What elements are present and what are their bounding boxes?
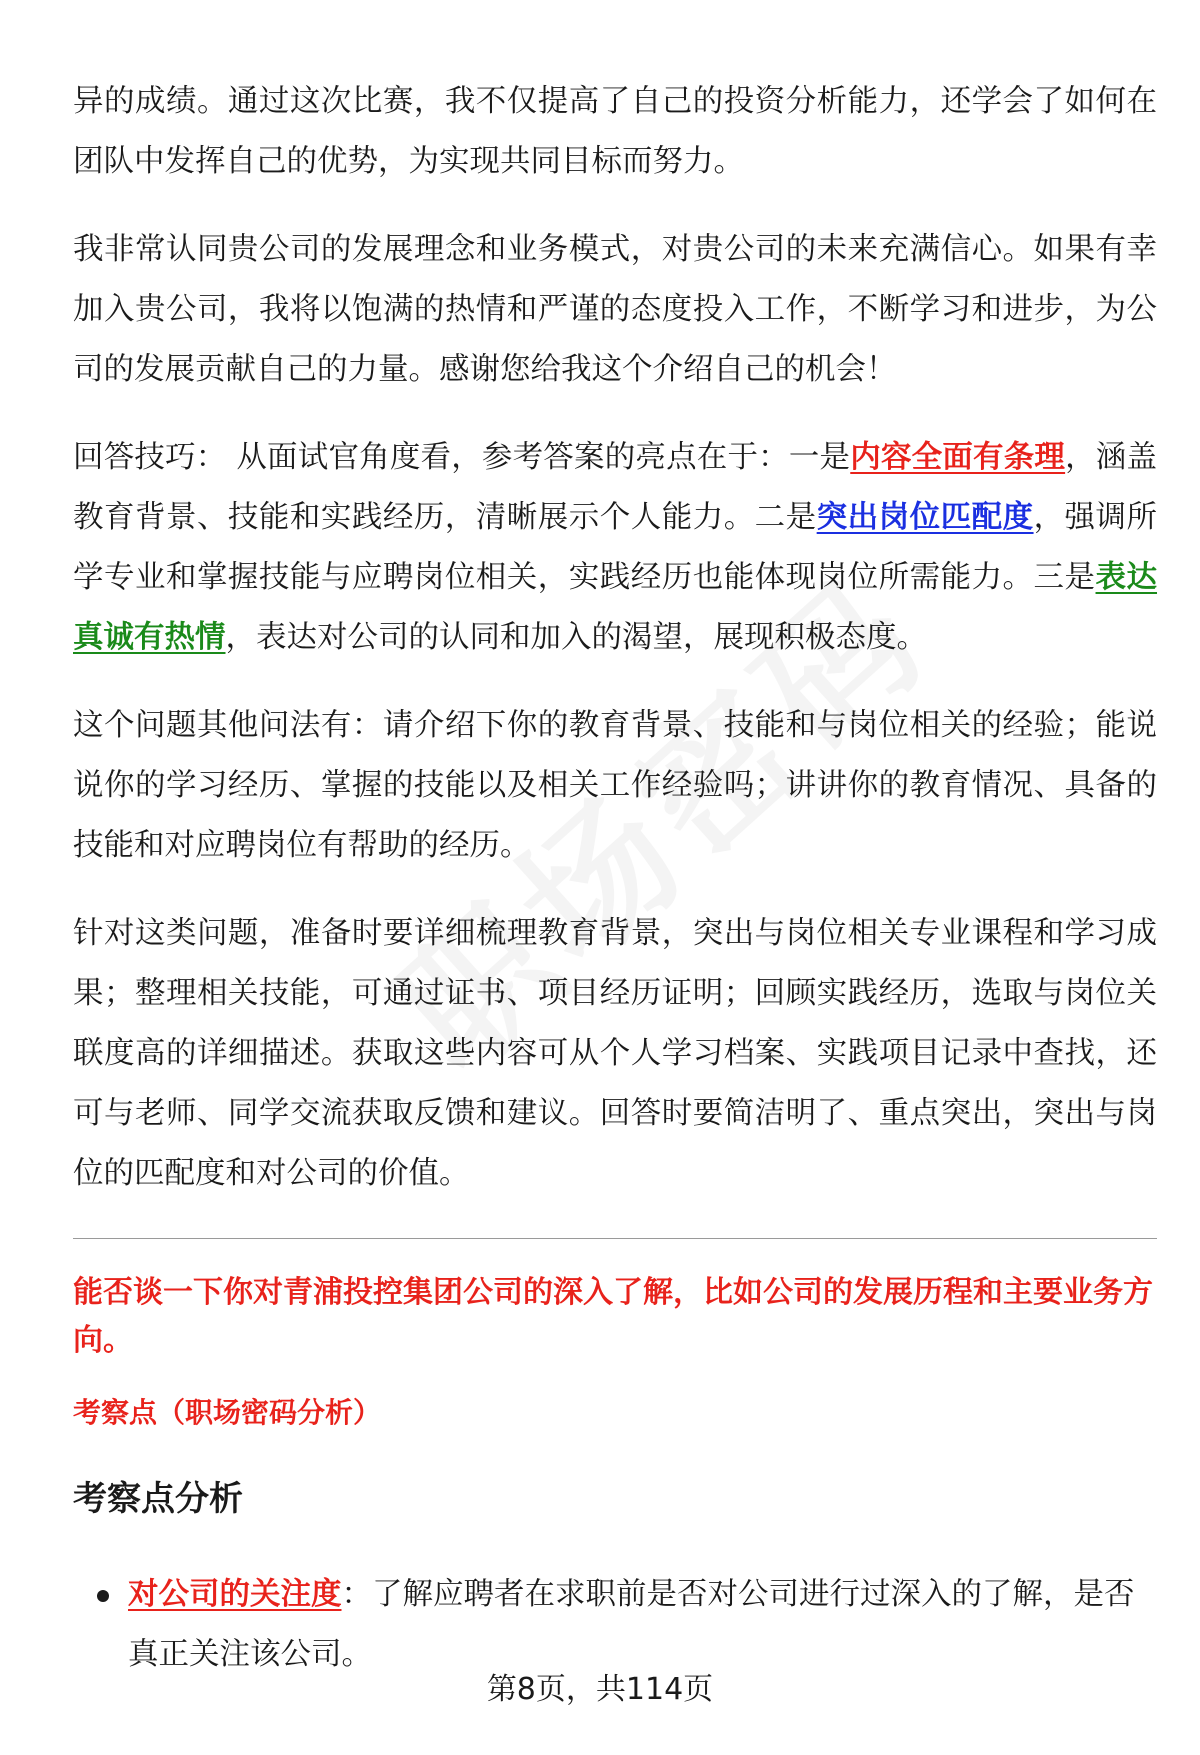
paragraph-alternative-questions: 这个问题其他问法有：请介绍下你的教育背景、技能和与岗位相关的经验；能说说你的学习经历、掌握的技能以及相关工作经验吗；讲讲你的教育情况、具备的技能和对应聘岗位有帮助的经历。 bbox=[73, 708, 1157, 863]
section-title: 考察点分析 bbox=[73, 1479, 243, 1519]
exam-point-label: 考察点（职场密码分析） bbox=[73, 1396, 382, 1429]
paragraph-answer-tips bbox=[73, 428, 1157, 668]
highlight-job-match: 突出岗位匹配度 bbox=[816, 500, 1034, 535]
bullet-term: 对公司的关注度 bbox=[128, 1577, 342, 1612]
page-number: 第8页，共114页 bbox=[486, 1672, 714, 1707]
answer-tips-text: ，表达对公司的认同和加入的渴望，展现积极态度。 bbox=[225, 620, 927, 655]
interview-question: 能否谈一下你对青浦投控集团公司的深入了解，比如公司的发展历程和主要业务方向。 bbox=[73, 1275, 1153, 1358]
page-content bbox=[73, 72, 1157, 1685]
bullet-text: ：了解应聘者在求职前是否对公司进行过深入的了解，是否真正关注该公司。 bbox=[128, 1577, 1135, 1672]
bullet-dot-icon bbox=[97, 1590, 109, 1602]
section-divider bbox=[73, 1238, 1157, 1239]
list-item bbox=[73, 1565, 1157, 1685]
paragraph-company-recognition: 我非常认同贵公司的发展理念和业务模式，对贵公司的未来充满信心。如果有幸加入贵公司，我将以饱满的热情和严谨的态度投入工作，不断学习和进步，为公司的发展贡献自己的力量。感谢您给我这个介绍自己的机会！ bbox=[73, 232, 1157, 387]
answer-tips-text: ，强调所学专业和掌握技能与应聘岗位相关，实践经历也能体现岗位所需能力。三是 bbox=[73, 500, 1158, 595]
analysis-list bbox=[73, 1565, 1157, 1685]
answer-tips-text: 回答技巧： 从面试官角度看，参考答案的亮点在于：一是 bbox=[73, 440, 851, 475]
highlight-sincere: 表达真诚有热情 bbox=[73, 560, 1158, 655]
answer-tips-text: ，涵盖教育背景、技能和实践经历，清晰展示个人能力。二是 bbox=[73, 440, 1157, 535]
highlight-comprehensive: 内容全面有条理 bbox=[850, 440, 1066, 475]
paragraph-preparation-advice: 针对这类问题，准备时要详细梳理教育背景，突出与岗位相关专业课程和学习成果；整理相关技能，可通过证书、项目经历证明；回顾实践经历，选取与岗位关联度高的详细描述。获取这些内容可从个人学习档案、实践项目记录中查找，还可与老师、同学交流获取反馈和建议。回答时要简洁明了、重点突出，突出与岗位的匹配度和对公司的价值。 bbox=[73, 916, 1157, 1191]
paragraph-competition: 异的成绩。通过这次比赛，我不仅提高了自己的投资分析能力，还学会了如何在团队中发挥自己的优势，为实现共同目标而努力。 bbox=[73, 84, 1157, 179]
